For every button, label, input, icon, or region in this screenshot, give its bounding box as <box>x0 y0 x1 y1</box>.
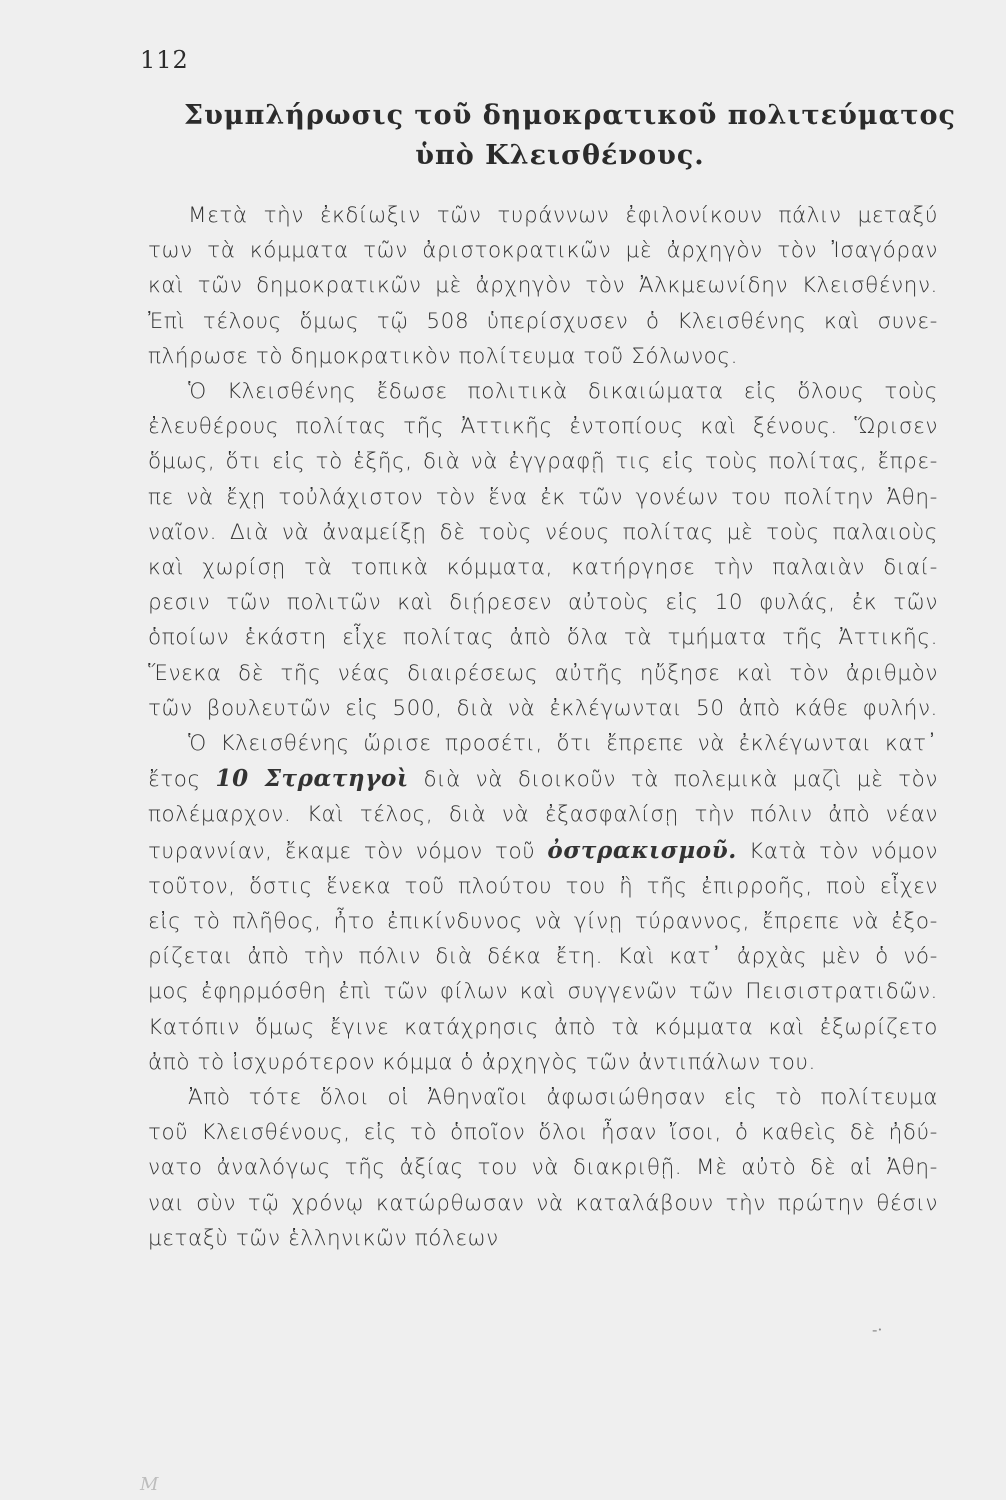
emphasis-ostrakismos: ὀστρακισμοῦ. <box>547 836 737 864</box>
text-line <box>148 761 938 797</box>
text-line: Μετὰ τὴν ἐκδίωξιν τῶν τυράννων ἐφιλονίκουν πάλιν μεταξύ <box>188 203 938 228</box>
text-line: μεταξὺ τῶν ἑλληνικῶν πόλεων <box>148 1225 499 1251</box>
text-line: καὶ τῶν δημοκρατικῶν μὲ ἀρχηγὸν τὸν Ἀλκμεωνίδην Κλεισθένην. <box>148 273 938 299</box>
text-line: Ὁ Κλεισθένης ὥρισε προσέτι, ὅτι ἔπρεπε νὰ ἐκλέγωνται κατ᾽ <box>188 731 938 757</box>
text-line: νατο ἀναλόγως τῆς ἀξίας του νὰ διακριθῇ. Μὲ αὐτὸ δὲ αἱ Ἀθη- <box>148 1155 938 1181</box>
title-line-2: ὑπὸ Κλεισθένους. <box>415 140 705 171</box>
text-segment: ἔτος <box>148 767 201 793</box>
text-line: Ἀπὸ τότε ὅλοι οἱ Ἀθηναῖοι ἀφωσιώθησαν εἰς τὸ πολίτευμα <box>188 1085 938 1111</box>
text-line: μος ἐφηρμόσθη ἐπὶ τῶν φίλων καὶ συγγενῶν τῶν Πεισιστρατιδῶν. <box>148 979 938 1005</box>
text-line: ρίζεται ἀπὸ τὴν πόλιν διὰ δέκα ἔτη. Καὶ κατ᾽ ἀρχὰς μὲν ὁ νό- <box>148 944 938 970</box>
text-line <box>148 833 938 869</box>
text-line: πε νὰ ἔχῃ τοὐλάχιστον τὸν ἕνα ἐκ τῶν γονέων του πολίτην Ἀθη- <box>148 484 938 510</box>
pencil-mark: M <box>140 1474 159 1495</box>
text-line: πολέμαρχον. Καὶ τέλος, διὰ νὰ ἐξασφαλίσῃ τὴν πόλιν ἀπὸ νέαν <box>148 802 938 828</box>
text-line: Ὁ Κλεισθένης ἔδωσε πολιτικὰ δικαιώματα εἰς ὅλους τοὺς <box>188 379 938 405</box>
page-number: 112 <box>140 46 189 74</box>
emphasis-strategoi: 10 Στρατηγοὶ <box>215 765 409 793</box>
text-line: Ἕνεκα δὲ τῆς νέας διαιρέσεως αὐτῆς ηὔξησε καὶ τὸν ἀριθμὸν <box>148 660 938 686</box>
text-line: πλήρωσε τὸ δημοκρατικὸν πολίτευμα τοῦ Σόλωνος. <box>148 343 739 369</box>
text-segment: Κατὰ τὸν νόμον <box>749 838 939 864</box>
text-line: καὶ χωρίσῃ τὰ τοπικὰ κόμματα, κατήργησε τὴν παλαιὰν διαί- <box>148 555 938 581</box>
text-segment: διὰ νὰ διοικοῦν τὰ πολεμικὰ μαζὶ μὲ τὸν <box>423 767 938 793</box>
text-line: τοῦ Κλεισθένους, εἰς τὸ ὁποῖον ὅλοι ἦσαν ἴσοι, ὁ καθεὶς δὲ ἠδύ- <box>148 1120 938 1146</box>
ink-smudge: -· <box>872 1320 883 1339</box>
text-line: Κατόπιν ὅμως ἔγινε κατάχρησις ἀπὸ τὰ κόμματα καὶ ἐξωρίζετο <box>148 1014 938 1040</box>
text-line: εἰς τὸ πλῆθος, ἦτο ἐπικίνδυνος νὰ γίνῃ τύραννος, ἔπρεπε νὰ ἐξο- <box>148 909 938 935</box>
text-line: ναι σὺν τῷ χρόνῳ κατώρθωσαν νὰ καταλάβουν τὴν πρώτην θέσιν <box>148 1190 938 1216</box>
body-text <box>148 198 938 1256</box>
title-line-1: Συμπλήρωσις τοῦ δημοκρατικοῦ πολιτεύματος <box>184 100 956 131</box>
text-line: ἀπὸ τὸ ἰσχυρότερον κόμμα ὁ ἀρχηγὸς τῶν ἀντιπάλων του. <box>148 1049 816 1075</box>
text-line: ὅμως, ὅτι εἰς τὸ ἑξῆς, διὰ νὰ ἐγγραφῇ τις εἰς τοὺς πολίτας, ἔπρε- <box>148 449 938 475</box>
page-title <box>120 96 980 176</box>
text-line: Ἐπὶ τέλους ὅμως τῷ 508 ὑπερίσχυσεν ὁ Κλεισθένης καὶ συνε- <box>148 308 938 334</box>
text-line: τοῦτον, ὅστις ἕνεκα τοῦ πλούτου του ἢ τῆς ἐπιρροῆς, ποὺ εἶχεν <box>148 873 938 899</box>
text-line: ναῖον. Διὰ νὰ ἀναμείξῃ δὲ τοὺς νέους πολίτας μὲ τοὺς παλαιοὺς <box>148 519 938 545</box>
text-segment: τυραννίαν, ἔκαμε τὸν νόμον τοῦ <box>148 838 536 864</box>
text-line: των τὰ κόμματα τῶν ἀριστοκρατικῶν μὲ ἀρχηγὸν τὸν Ἰσαγόραν <box>148 238 938 264</box>
text-line: ρεσιν τῶν πολιτῶν καὶ διῄρεσεν αὐτοὺς εἰς 10 φυλάς, ἐκ τῶν <box>148 590 938 616</box>
text-line: τῶν βουλευτῶν εἰς 500, διὰ νὰ ἐκλέγωνται 50 ἀπὸ κάθε φυλήν. <box>148 695 938 721</box>
text-line: ὁποίων ἑκάστη εἶχε πολίτας ἀπὸ ὅλα τὰ τμήματα τῆς Ἀττικῆς. <box>148 625 938 651</box>
text-line: ἐλευθέρους πολίτας τῆς Ἀττικῆς ἐντοπίους καὶ ξένους. Ὥρισεν <box>148 414 938 440</box>
